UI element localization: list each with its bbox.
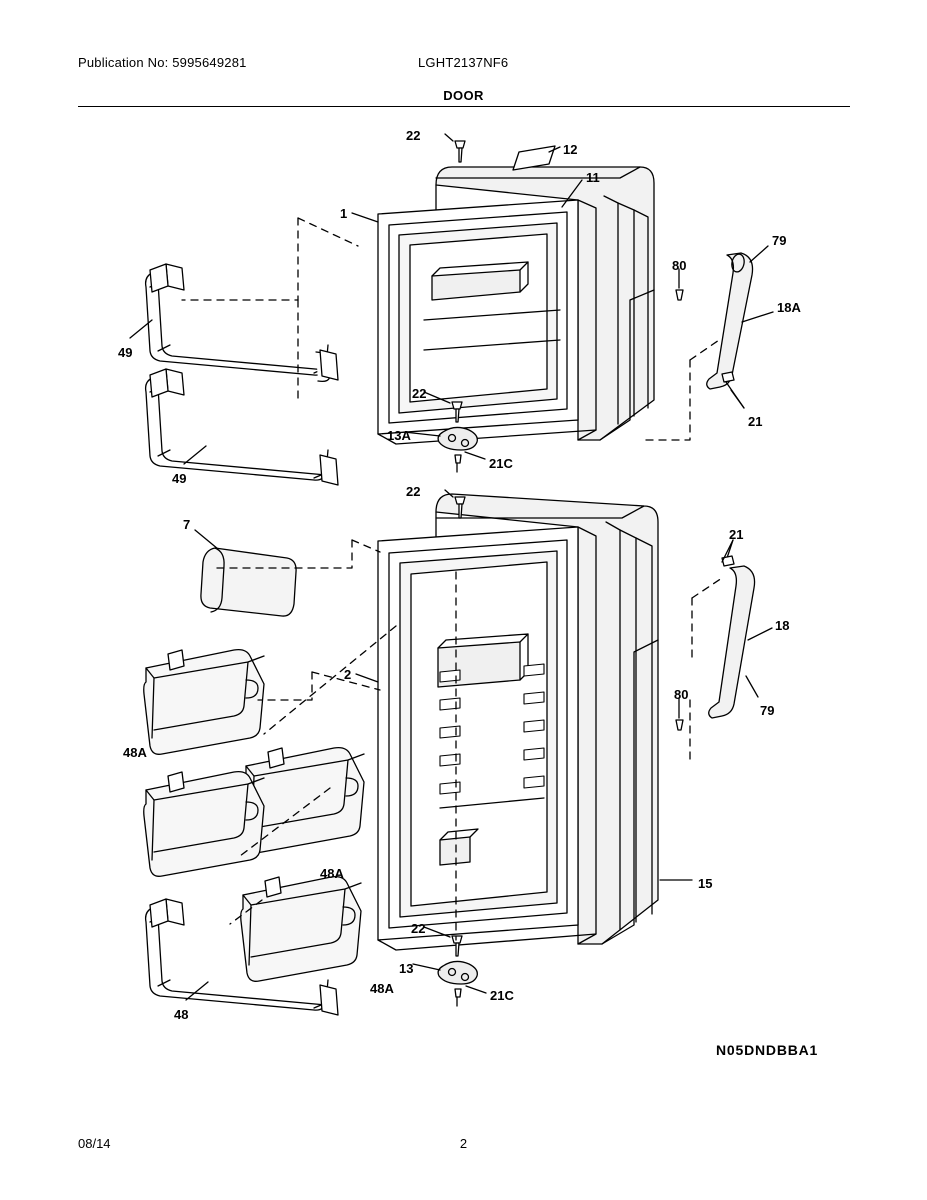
callout-13: 13 <box>399 961 414 976</box>
callout-22-lower-door-top: 22 <box>406 484 421 499</box>
callout-21c-lower: 21C <box>490 988 514 1003</box>
callout-1: 1 <box>340 206 348 221</box>
callout-18a: 18A <box>777 300 801 315</box>
callout-22-bottom: 22 <box>411 921 426 936</box>
callout-79-upper: 79 <box>772 233 787 248</box>
callout-49-lower: 49 <box>172 471 187 486</box>
callout-80-lower: 80 <box>674 687 689 702</box>
callout-21c-upper: 21C <box>489 456 513 471</box>
callout-22-top: 22 <box>406 128 421 143</box>
callout-21-upper: 21 <box>748 414 763 429</box>
callout-15: 15 <box>698 876 713 891</box>
model-number: LGHT2137NF6 <box>418 55 509 70</box>
callout-11: 11 <box>586 170 600 185</box>
callout-12: 12 <box>563 142 578 157</box>
footer-date: 08/14 <box>78 1136 111 1151</box>
callout-21-lower: 21 <box>729 527 744 542</box>
callout-48a-left: 48A <box>123 745 147 760</box>
callout-80-upper: 80 <box>672 258 687 273</box>
callout-2: 2 <box>344 667 352 682</box>
callout-48a-middle: 48A <box>320 866 344 881</box>
callout-48: 48 <box>174 1007 189 1022</box>
callout-49-upper: 49 <box>118 345 133 360</box>
page-title: DOOR <box>443 88 484 103</box>
callout-48a-bottom: 48A <box>370 981 394 996</box>
footer-page-number: 2 <box>459 1136 468 1151</box>
callout-18: 18 <box>775 618 790 633</box>
callout-79-lower: 79 <box>760 703 775 718</box>
callout-22-mid: 22 <box>412 386 427 401</box>
figure-code: N05DNDBBA1 <box>716 1042 819 1058</box>
callout-7: 7 <box>183 517 191 532</box>
publication-number: Publication No: 5995649281 <box>78 55 247 70</box>
callout-13a: 13A <box>387 428 411 443</box>
